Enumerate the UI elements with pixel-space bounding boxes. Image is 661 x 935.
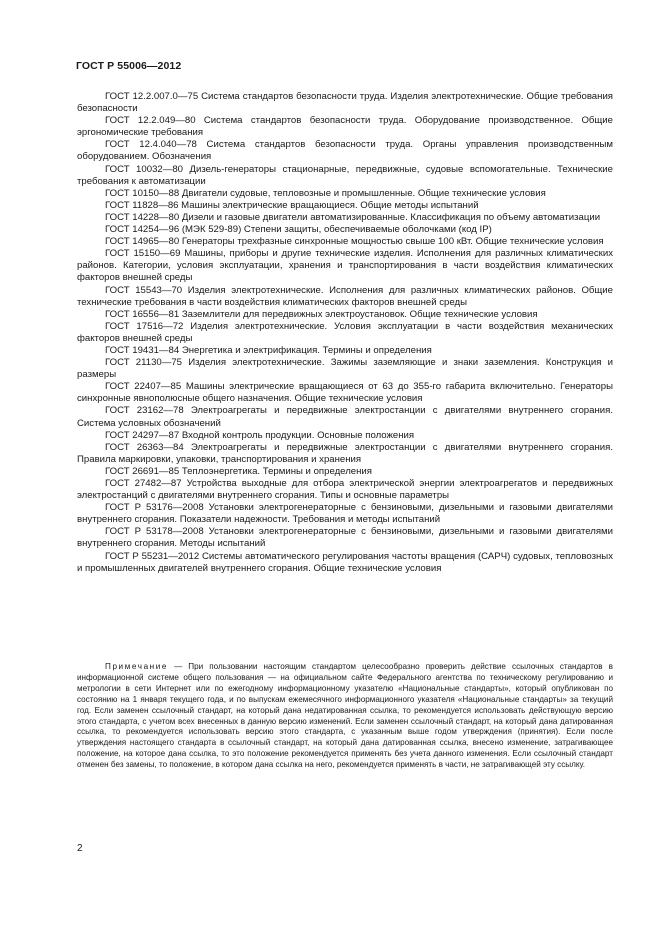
reference-item: ГОСТ Р 53178—2008 Установки электрогенераторные с бензиновыми, дизельными и газовыми двигателями внутреннего сгорания. Методы испытаний <box>77 526 613 550</box>
page-header-standard-id: ГОСТ Р 55006—2012 <box>76 60 182 72</box>
reference-item: ГОСТ Р 53176—2008 Установки электрогенераторные с бензиновыми, дизельными и газовыми двигателями внутреннего сгорания. Показатели надежности. Требования и методы испытаний <box>77 502 613 526</box>
reference-item: ГОСТ 16556—81 Заземлители для передвижных электроустановок. Общие технические условия <box>105 308 538 320</box>
reference-item: ГОСТ 17516—72 Изделия электротехнические. Условия эксплуатации в части воздействия механических факторов внешней среды <box>77 320 613 344</box>
note-label: Примечание <box>105 662 169 671</box>
reference-item: ГОСТ Р 55231—2012 Системы автоматического регулирования частоты вращения (САРЧ) судовых, тепловозных и промышленных двигателей внутреннего сгорания. Общие технические условия <box>77 550 613 574</box>
note-text: — При пользовании настоящим стандартом целесообразно проверить действие ссылочных стандартов в информационной системе общего пользования — на официальном сайте Федерального агентства по техническому регулированию и метрологии в сети Интернет или по ежегодному информационному указателю «Национальные стандарты», который опубликован по состоянию на 1 января текущего года, и по выпускам ежемесячного информационного указателя «Национальные стандарты» за текущий год. Если заменен ссылочный стандарт, на который дана недатированная ссылка, то рекомендуется использовать действующую версию этого стандарта, с учетом всех внесенных в данную версию изменений. Если заменен ссылочный стандарт, на который дана датированная ссылка, то рекомендуется использовать версию этого стандарта, с указанным выше годом утверждения (принятия). Если после утверждения настоящего стандарта в ссылочный стандарт, на который дана датированная ссылка, внесено изменение, затрагивающее положение, на которое дана ссылка, то это положение рекомендуется применять без учета данного изменения. Если ссылочный стандарт отменен без замены, то положение, в котором дана ссылка на него, рекомендуется применять в части, не затрагивающей эту ссылку. <box>77 662 613 770</box>
note-paragraph <box>77 662 613 771</box>
reference-item: ГОСТ 12.2.007.0—75 Система стандартов безопасности труда. Изделия электротехнические. Общие требования безопасности <box>77 91 613 115</box>
reference-item: ГОСТ 14965—80 Генераторы трехфазные синхронные мощностью свыше 100 кВт. Общие технические условия <box>105 236 604 248</box>
page-number: 2 <box>77 843 83 854</box>
reference-item: ГОСТ 26363—84 Электроагрегаты и передвижные электростанции с двигателями внутреннего сгорания. Правила маркировки, упаковки, транспортирования и хранения <box>77 441 613 465</box>
reference-item: ГОСТ 10032—80 Дизель-генераторы стационарные, передвижные, судовые вспомогательные. Технические требования к автоматизации <box>77 163 613 187</box>
reference-item: ГОСТ 23162—78 Электроагрегаты и передвижные электростанции с двигателями внутреннего сгорания. Система условных обозначений <box>77 405 613 429</box>
reference-item: ГОСТ 22407—85 Машины электрические вращающиеся от 63 до 355-го габарита включительно. Генераторы синхронные явнополюсные общего назначения. Общие технические условия <box>77 381 613 405</box>
reference-item: ГОСТ 19431—84 Энергетика и электрификация. Термины и определения <box>105 344 432 356</box>
reference-item: ГОСТ 10150—88 Двигатели судовые, тепловозные и промышленные. Общие технические условия <box>105 187 546 199</box>
reference-item: ГОСТ 12.2.049—80 Система стандартов безопасности труда. Оборудование производственное. Общие эргономические требования <box>77 115 613 139</box>
reference-item: ГОСТ 14254—96 (МЭК 529-89) Степени защиты, обеспечиваемые оболочками (код IP) <box>105 224 492 236</box>
reference-item: ГОСТ 14228—80 Дизели и газовые двигатели автоматизированные. Классификация по объему автоматизации <box>105 211 601 223</box>
reference-item: ГОСТ 11828—86 Машины электрические вращающиеся. Общие методы испытаний <box>105 199 479 211</box>
normative-references-list <box>77 91 613 575</box>
note-block <box>77 662 613 771</box>
reference-item: ГОСТ 26691—85 Теплоэнергетика. Термины и определения <box>105 465 372 477</box>
reference-item: ГОСТ 24297—87 Входной контроль продукции. Основные положения <box>105 429 415 441</box>
reference-item: ГОСТ 15150—69 Машины, приборы и другие технические изделия. Исполнения для различных климатических районов. Категории, условия эксплуатации, хранения и транспортирования в части воздействия климатических факторов внешней среды <box>77 248 613 284</box>
reference-item: ГОСТ 15543—70 Изделия электротехнические. Исполнения для различных климатических районов. Общие технические требования в части воздействия климатических факторов внешней среды <box>77 284 613 308</box>
reference-item: ГОСТ 12.4.040—78 Система стандартов безопасности труда. Органы управления производственным оборудованием. Обозначения <box>77 139 613 163</box>
reference-item: ГОСТ 27482—87 Устройства выходные для отбора электрической энергии электроагрегатов и передвижных электростанций с двигателями внутреннего сгорания. Типы и основные параметры <box>77 478 613 502</box>
reference-item: ГОСТ 21130—75 Изделия электротехнические. Зажимы заземляющие и знаки заземления. Конструкция и размеры <box>77 357 613 381</box>
